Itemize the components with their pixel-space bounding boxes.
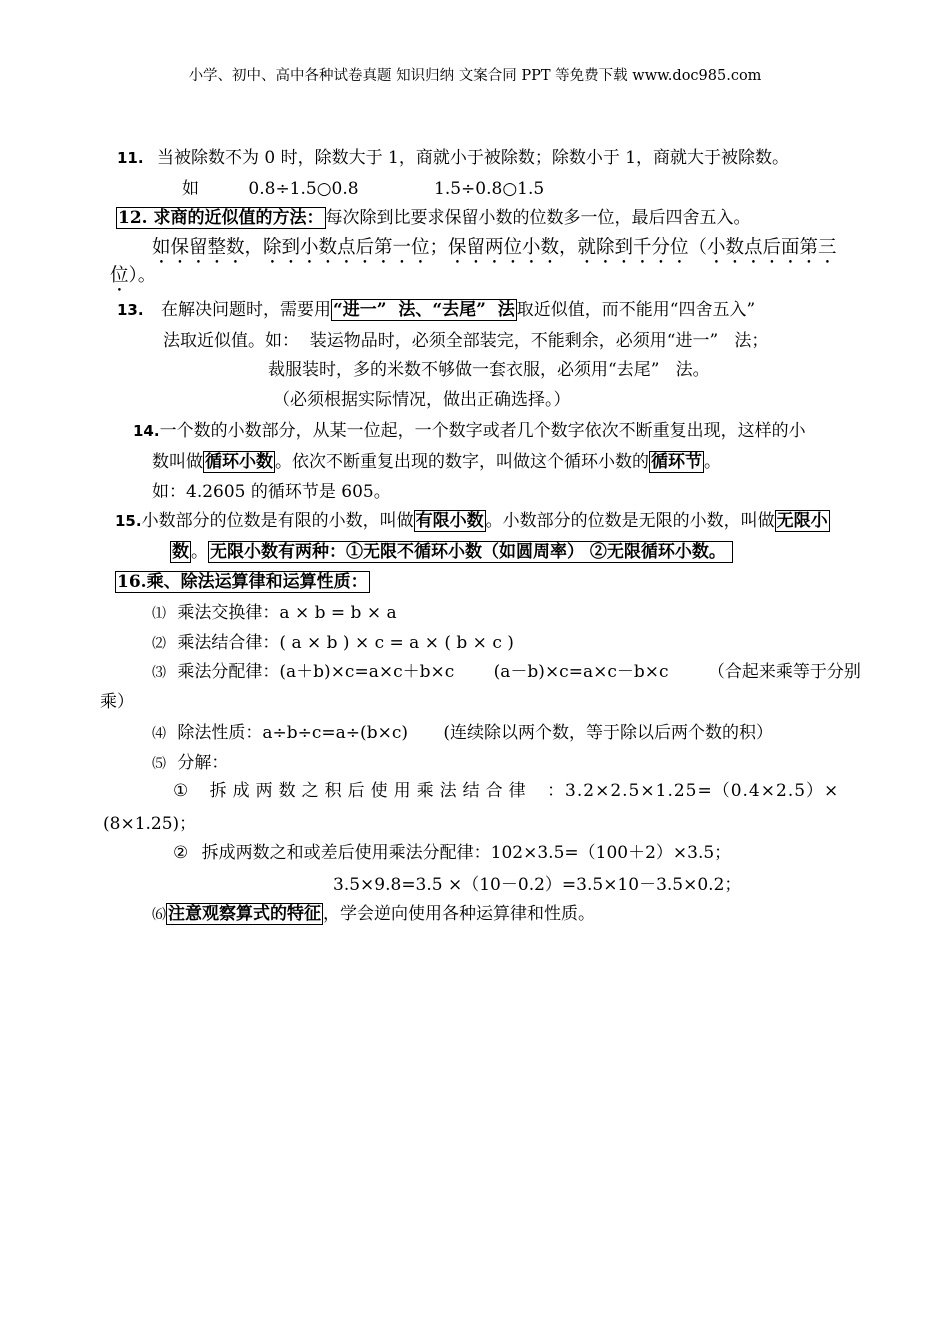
rule-5b	[173, 841, 731, 865]
rule-text: 乘法结合律：( a × b ) × c = a × ( b × c )	[177, 633, 514, 653]
section-15-line2	[170, 540, 733, 564]
item-label: ⑷	[152, 726, 166, 742]
example-1: 0.8÷1.5○0.8	[248, 179, 359, 199]
rule-4	[152, 721, 773, 746]
example-2: 1.5÷0.8○1.5	[434, 179, 545, 199]
rule-3-cont: 乘）	[100, 692, 134, 712]
section-text: 每次除到比要求保留小数的位数多一位，最后四舍五入。	[325, 208, 751, 228]
page-header: 小学、初中、高中各种试卷真题 知识归纳 文案合同 PPT 等免费下载 www.doc985.com	[188, 68, 762, 84]
item-label: ⑵	[152, 636, 166, 652]
rule-2	[152, 631, 514, 656]
section-14-line2	[152, 450, 721, 474]
rule-text: ，学会逆向使用各种运算律和性质。	[323, 904, 595, 924]
section-text: 。小数部分的位数是无限的小数，叫做	[485, 511, 775, 531]
section-text: 。	[191, 542, 208, 562]
section-14-line3: 如：4.2605 的循环节是 605。	[152, 482, 391, 502]
section-13-line2: 法取近似值。如： 装运物品时，必须全部装完，不能剩余，必须用“进一” 法；	[163, 331, 769, 351]
section-number: 11.	[117, 149, 144, 167]
boxed-term: “进一” 法、“去尾” 法	[332, 300, 515, 320]
section-13-line3: 裁服装时，多的米数不够做一套衣服，必须用“去尾” 法。	[268, 360, 710, 380]
section-16	[115, 570, 370, 594]
rule-5a	[173, 779, 839, 803]
section-text: 取近似值，而不能用“四舍五入”	[516, 300, 756, 320]
section-11	[117, 146, 789, 170]
boxed-term: 循环小数	[205, 452, 273, 472]
boxed-summary: 无限小数有两种：①无限不循环小数（如圆周率） ②无限循环小数。	[208, 541, 733, 563]
section-text: 一个数的小数部分，从某一位起，一个数字或者几个数字依次不断重复出现，这样的小	[159, 421, 806, 441]
section-13	[117, 298, 755, 322]
section-12-line3	[110, 264, 156, 296]
boxed-term: 有限小数	[415, 511, 484, 531]
boxed-term: 数	[172, 542, 189, 562]
rule-text: 拆成两数之积后使用乘法结合律	[209, 781, 532, 801]
section-number: 13.	[117, 301, 144, 319]
item-label: ⑸	[152, 756, 166, 772]
section-15	[115, 509, 830, 533]
item-label: ⑶	[152, 665, 166, 681]
section-12	[116, 206, 751, 230]
section-12-line2	[152, 236, 837, 268]
section-number: 14.	[133, 422, 160, 440]
boxed-term: 无限小	[776, 511, 828, 531]
section-14	[133, 419, 806, 443]
section-text: 如保留整数，除到小数点后第一位；保留两位小数，就除到千分位（小数点后面第三	[152, 237, 837, 258]
section-11-example	[182, 177, 544, 201]
rule-text: 拆成两数之和或差后使用乘法分配律：102×3.5=（100＋2）×3.5；	[201, 843, 732, 863]
rule-6	[152, 902, 595, 927]
rule-text: 乘法分配律：(a＋b)×c=a×c＋b×c	[177, 662, 455, 682]
section-text: 位）。	[110, 265, 157, 286]
rule-text: 除法性质：a÷b÷c=a÷(b×c)	[177, 723, 408, 743]
rule-note: （合起来乘等于分别	[707, 662, 861, 682]
section-13-line4: （必须根据实际情况，做出正确选择。）	[273, 390, 571, 410]
rule-5c: 3.5×9.8=3.5 ×（10－0.2）=3.5×10－3.5×0.2；	[333, 875, 742, 895]
rule-text: (a－b)×c=a×c－b×c	[493, 662, 669, 682]
section-text: 数叫做	[152, 452, 203, 472]
section-text: 。	[704, 452, 721, 472]
rule-note: (连续除以两个数，等于除以后两个数的积）	[443, 723, 774, 743]
rule-text: 分解：	[177, 753, 229, 773]
section-16-title: 16.乘、除法运算律和运算性质：	[117, 572, 368, 592]
rule-5a-cont: (8×1.25)；	[103, 814, 197, 834]
item-label: ②	[173, 843, 189, 863]
section-text: 。依次不断重复出现的数字，叫做这个循环小数的	[275, 452, 649, 472]
section-text: 在解决问题时，需要用	[160, 300, 331, 320]
section-12-title: 12. 求商的近似值的方法：	[118, 208, 324, 228]
item-label: ①	[173, 781, 189, 801]
section-text: 小数部分的位数是有限的小数，叫做	[141, 511, 414, 531]
example-label: 如	[182, 179, 199, 199]
boxed-term: 注意观察算式的特征	[168, 904, 321, 924]
item-label: ⑴	[152, 606, 166, 622]
rule-5	[152, 751, 228, 776]
rule-text: 乘法交换律：a × b = b × a	[177, 603, 397, 623]
item-label: ⑹	[152, 907, 166, 923]
section-text: 当被除数不为 0 时，除数大于 1，商就小于被除数；除数小于 1，商就大于被除数。	[156, 148, 790, 168]
rule-1	[152, 601, 397, 626]
boxed-term: 循环节	[651, 452, 702, 472]
rule-3	[152, 660, 861, 685]
rule-expr: ：3.2×2.5×1.25=（0.4×2.5）×	[547, 781, 840, 801]
section-number: 15.	[115, 512, 142, 530]
